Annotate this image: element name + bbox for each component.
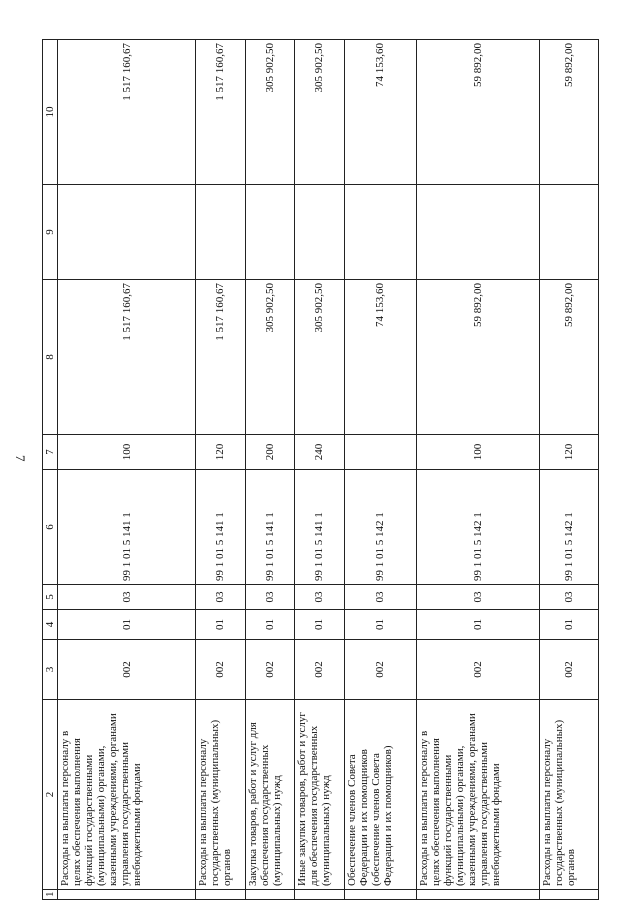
header-cell: 5 (43, 585, 58, 610)
header-cell: 9 (43, 185, 58, 280)
description-cell: Расходы на выплаты персоналу государственных (муниципальных) органов (539, 700, 598, 890)
admin-code-cell: 002 (196, 640, 246, 700)
section-cell: 01 (416, 610, 539, 640)
expense-type-cell: 120 (539, 435, 598, 470)
header-cell: 1 (43, 890, 58, 900)
expense-type-cell (344, 435, 416, 470)
subsection-cell: 03 (295, 585, 345, 610)
description-cell: Закупка товаров, работ и услуг для обеспечения государственных (муниципальных) нужд (245, 700, 295, 890)
amount-cell: 74 153,60 (344, 280, 416, 435)
header-cell: 6 (43, 470, 58, 585)
table-row (245, 40, 295, 900)
row-number-cell (295, 890, 345, 900)
amount-cell: 1 517 160,67 (196, 280, 246, 435)
subsection-cell: 03 (344, 585, 416, 610)
section-cell: 01 (539, 610, 598, 640)
header-cell: 4 (43, 610, 58, 640)
table-row (58, 40, 196, 900)
table-row (295, 40, 345, 900)
admin-code-cell: 002 (58, 640, 196, 700)
total-cell: 59 892,00 (416, 40, 539, 185)
target-article-cell: 99 1 01 5 141 1 (295, 470, 345, 585)
subsection-cell: 03 (539, 585, 598, 610)
header-cell: 3 (43, 640, 58, 700)
row-number-cell (416, 890, 539, 900)
table-row (416, 40, 539, 900)
admin-code-cell: 002 (344, 640, 416, 700)
row-number-cell (344, 890, 416, 900)
budget-table (42, 39, 599, 900)
amount-cell: 1 517 160,67 (58, 280, 196, 435)
amount-cell (539, 185, 598, 280)
row-number-cell (539, 890, 598, 900)
expense-type-cell: 100 (58, 435, 196, 470)
subsection-cell: 03 (416, 585, 539, 610)
amount-cell (295, 185, 345, 280)
total-cell: 305 902,50 (245, 40, 295, 185)
header-row (43, 40, 58, 900)
amount-cell: 305 902,50 (245, 280, 295, 435)
header-cell: 8 (43, 280, 58, 435)
admin-code-cell: 002 (539, 640, 598, 700)
table-row (196, 40, 246, 900)
page-number: 7 (13, 455, 28, 462)
amount-cell (58, 185, 196, 280)
row-number-cell (245, 890, 295, 900)
section-cell: 01 (58, 610, 196, 640)
admin-code-cell: 002 (245, 640, 295, 700)
amount-cell (245, 185, 295, 280)
header-cell: 7 (43, 435, 58, 470)
description-cell: Расходы на выплаты персоналу государственных (муниципальных) органов (196, 700, 246, 890)
subsection-cell: 03 (58, 585, 196, 610)
description-cell: Расходы на выплаты персоналу в целях обеспечения выполнения функций государственными (муниципальными) органами, казенными учреждениями, органами управления государственными внебюджетными фондами (416, 700, 539, 890)
expense-type-cell: 240 (295, 435, 345, 470)
total-cell: 59 892,00 (539, 40, 598, 185)
description-cell: Расходы на выплаты персоналу в целях обеспечения выполнения функций государственными (муниципальными) органами, казенными учреждениями, органами управления государственными внебюджетными фондами (58, 700, 196, 890)
rotated-table-container (42, 40, 599, 900)
total-cell: 74 153,60 (344, 40, 416, 185)
section-cell: 01 (196, 610, 246, 640)
subsection-cell: 03 (196, 585, 246, 610)
target-article-cell: 99 1 01 5 141 1 (196, 470, 246, 585)
target-article-cell: 99 1 01 5 142 1 (416, 470, 539, 585)
header-cell: 2 (43, 700, 58, 890)
target-article-cell: 99 1 01 5 142 1 (539, 470, 598, 585)
expense-type-cell: 120 (196, 435, 246, 470)
amount-cell (196, 185, 246, 280)
total-cell: 1 517 160,67 (196, 40, 246, 185)
table-row (344, 40, 416, 900)
table-row (539, 40, 598, 900)
description-cell: Обеспечение членов Совета Федерации и их помощников (обеспечение членов Совета Федерации и их помощников) (344, 700, 416, 890)
section-cell: 01 (344, 610, 416, 640)
section-cell: 01 (245, 610, 295, 640)
amount-cell: 59 892,00 (416, 280, 539, 435)
admin-code-cell: 002 (295, 640, 345, 700)
target-article-cell: 99 1 01 5 141 1 (58, 470, 196, 585)
subsection-cell: 03 (245, 585, 295, 610)
admin-code-cell: 002 (416, 640, 539, 700)
section-cell: 01 (295, 610, 345, 640)
expense-type-cell: 200 (245, 435, 295, 470)
target-article-cell: 99 1 01 5 142 1 (344, 470, 416, 585)
total-cell: 305 902,50 (295, 40, 345, 185)
description-cell: Иные закупки товаров, работ и услуг для обеспечения государственных (муниципальных) нужд (295, 700, 345, 890)
row-number-cell (58, 890, 196, 900)
amount-cell: 305 902,50 (295, 280, 345, 435)
total-cell: 1 517 160,67 (58, 40, 196, 185)
amount-cell (344, 185, 416, 280)
header-cell: 10 (43, 40, 58, 185)
amount-cell: 59 892,00 (539, 280, 598, 435)
row-number-cell (196, 890, 246, 900)
target-article-cell: 99 1 01 5 141 1 (245, 470, 295, 585)
amount-cell (416, 185, 539, 280)
expense-type-cell: 100 (416, 435, 539, 470)
